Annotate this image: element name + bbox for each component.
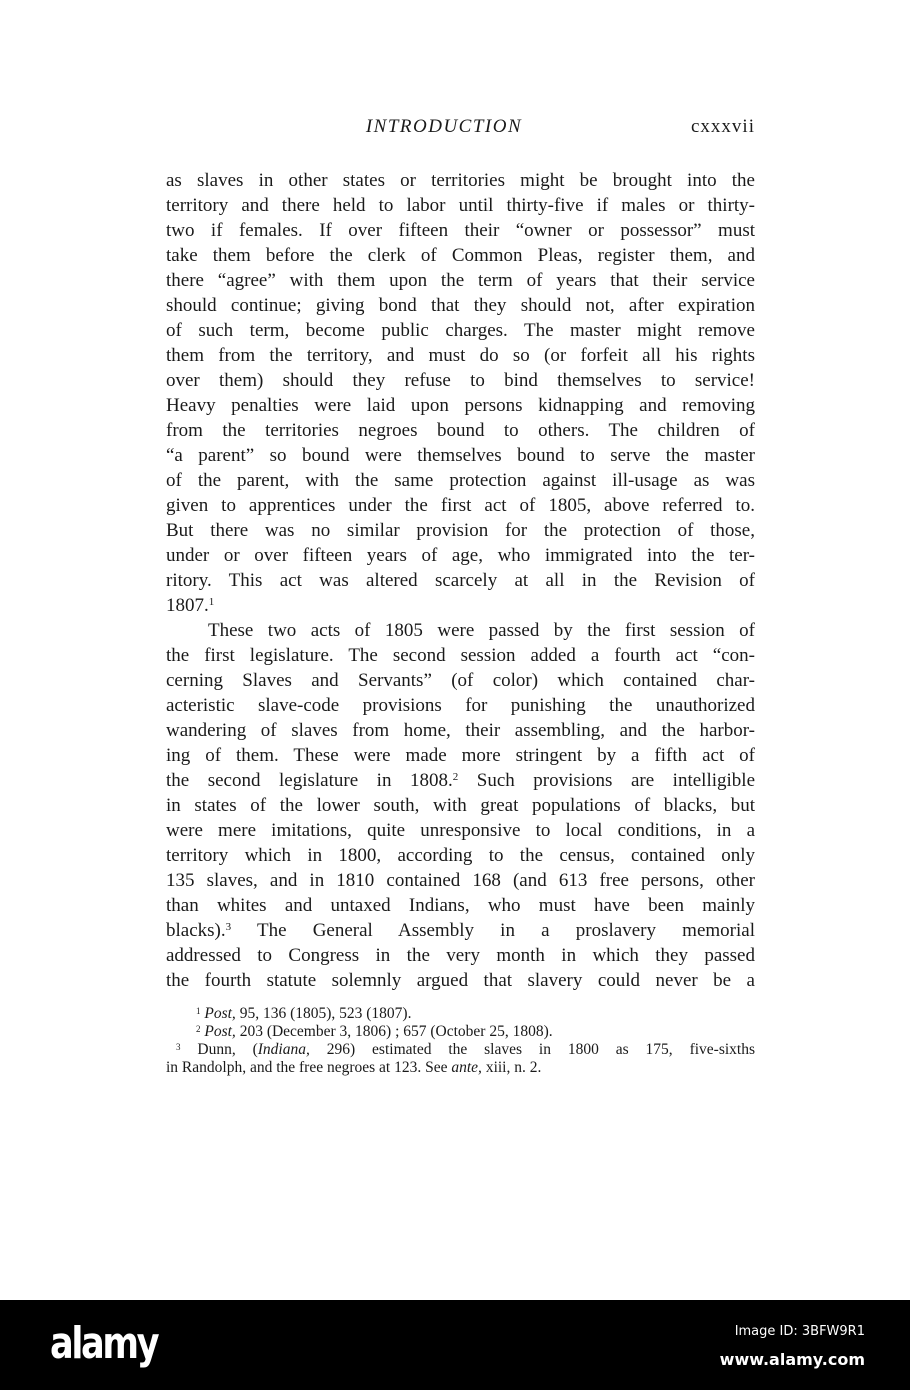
- text-line: [166, 843, 755, 868]
- text-line: [166, 793, 755, 818]
- image-id: Image ID: 3BFW9R1: [734, 1324, 865, 1339]
- text-line: [166, 393, 755, 418]
- text-line: [166, 268, 755, 293]
- text-segment: in Randolph, and the free negroes at 123. See: [166, 1059, 452, 1076]
- text-line: [166, 943, 755, 968]
- text-line: [166, 443, 755, 468]
- text-line: [166, 568, 755, 593]
- footnote-marker: 3: [176, 1042, 181, 1052]
- text-line: [166, 343, 755, 368]
- text-segment: there “agree” with them upon the term of years that their service: [166, 270, 755, 291]
- text-line: [166, 318, 755, 343]
- text-line: [166, 643, 755, 668]
- text-segment: under or over fifteen years of age, who immigrated into the ter-: [166, 545, 755, 566]
- text-segment: should continue; giving bond that they should not, after expiration: [166, 295, 755, 316]
- text-segment: blacks).: [166, 920, 226, 941]
- text-segment: Post,: [204, 1023, 236, 1040]
- footnote-marker: 3: [225, 921, 232, 933]
- text-segment: of such term, become public charges. The master might remove: [166, 320, 755, 341]
- text-line: [166, 193, 755, 218]
- text-segment: But there was no similar provision for the protection of those,: [166, 520, 755, 541]
- text-segment: territory which in 1800, according to the census, contained only: [166, 845, 755, 866]
- text-segment: given to apprentices under the first act of 1805, above referred to.: [166, 495, 755, 516]
- text-segment: Such provisions are intelligible: [458, 770, 756, 791]
- text-line: [166, 493, 755, 518]
- text-segment: ritory. This act was altered scarcely at all in the Revision of: [166, 570, 755, 591]
- text-line: [166, 168, 755, 193]
- watermark-bar: [0, 1300, 910, 1390]
- text-line: [166, 218, 755, 243]
- body-text: [166, 168, 755, 993]
- text-line: [166, 868, 755, 893]
- text-segment: the fourth statute solemnly argued that slavery could never be a: [166, 970, 755, 991]
- text-line: [166, 368, 755, 393]
- text-segment: 135 slaves, and in 1810 contained 168 (and 613 free persons, other: [166, 870, 755, 891]
- text-line: [166, 693, 755, 718]
- text-line: [166, 593, 755, 618]
- text-segment: 95, 136 (1805), 523 (1807).: [235, 1005, 412, 1022]
- text-segment: The General Assembly in a proslavery memorial: [231, 920, 755, 941]
- text-line: [166, 918, 755, 943]
- text-line: [166, 718, 755, 743]
- text-line: [166, 668, 755, 693]
- running-title: INTRODUCTION: [365, 116, 523, 137]
- text-segment: Indiana,: [257, 1041, 310, 1058]
- text-segment: Heavy penalties were laid upon persons kidnapping and removing: [166, 395, 755, 416]
- text-segment: territory and there held to labor until thirty-five if males or thirty-: [166, 195, 755, 216]
- text-segment: the first legislature. The second session added a fourth act “con-: [166, 645, 755, 666]
- footnote-line: [166, 1005, 755, 1023]
- text-segment: than whites and untaxed Indians, who must have been mainly: [166, 895, 755, 916]
- text-segment: xiii, n. 2.: [481, 1059, 542, 1076]
- text-line: [166, 893, 755, 918]
- text-line: [166, 768, 755, 793]
- text-line: [166, 243, 755, 268]
- text-segment: over them) should they refuse to bind themselves to service!: [166, 370, 755, 391]
- text-segment: were mere imitations, quite unresponsive to local conditions, in a: [166, 820, 755, 841]
- text-segment: from the territories negroes bound to others. The children of: [166, 420, 755, 441]
- footnote-line: [166, 1023, 755, 1041]
- text-segment: in states of the lower south, with great populations of blacks, but: [166, 795, 755, 816]
- text-segment: the second legislature in 1808.: [166, 770, 453, 791]
- footnote-line: [166, 1041, 755, 1059]
- text-segment: “a parent” so bound were themselves bound to serve the master: [166, 445, 755, 466]
- text-line: [166, 418, 755, 443]
- footnote-line: [166, 1059, 755, 1077]
- footnote-marker: 1: [208, 596, 215, 608]
- footnote-marker: 2: [452, 771, 459, 783]
- text-segment: Dunn, (: [180, 1041, 258, 1058]
- text-segment: ing of them. These were made more stringent by a fifth act of: [166, 745, 755, 766]
- text-segment: 296) estimated the slaves in 1800 as 175, five-sixths: [309, 1041, 756, 1058]
- text-line: [166, 968, 755, 993]
- text-segment: Post,: [204, 1005, 236, 1022]
- text-line: [166, 543, 755, 568]
- text-segment: as slaves in other states or territories might be brought into the: [166, 170, 755, 191]
- page-number: cxxxvii: [691, 116, 755, 137]
- text-segment: wandering of slaves from home, their assembling, and the harbor-: [166, 720, 755, 741]
- text-segment: them from the territory, and must do so (or forfeit all his rights: [166, 345, 755, 366]
- text-segment: of the parent, with the same protection against ill-usage as was: [166, 470, 755, 491]
- footnote-marker: 2: [196, 1024, 201, 1034]
- text-line: [166, 468, 755, 493]
- text-segment: 203 (December 3, 1806) ; 657 (October 25, 1808).: [235, 1023, 553, 1040]
- text-line: [166, 743, 755, 768]
- text-line: [166, 618, 755, 643]
- text-segment: addressed to Congress in the very month in which they passed: [166, 945, 755, 966]
- footnote-marker: 1: [196, 1006, 201, 1016]
- site-url: www.alamy.com: [719, 1350, 865, 1369]
- text-segment: ante,: [451, 1059, 482, 1076]
- text-segment: These two acts of 1805 were passed by the first session of: [208, 620, 755, 641]
- text-segment: acteristic slave-code provisions for punishing the unauthorized: [166, 695, 755, 716]
- text-line: [166, 293, 755, 318]
- footnotes: [166, 1005, 755, 1077]
- text-segment: two if females. If over fifteen their “owner or possessor” must: [166, 220, 755, 241]
- text-segment: 1807.: [166, 595, 209, 616]
- text-line: [166, 518, 755, 543]
- text-segment: take them before the clerk of Common Pleas, register them, and: [166, 245, 755, 266]
- text-line: [166, 818, 755, 843]
- text-segment: cerning Slaves and Servants” (of color) which contained char-: [166, 670, 755, 691]
- alamy-logo: alamy: [50, 1318, 158, 1369]
